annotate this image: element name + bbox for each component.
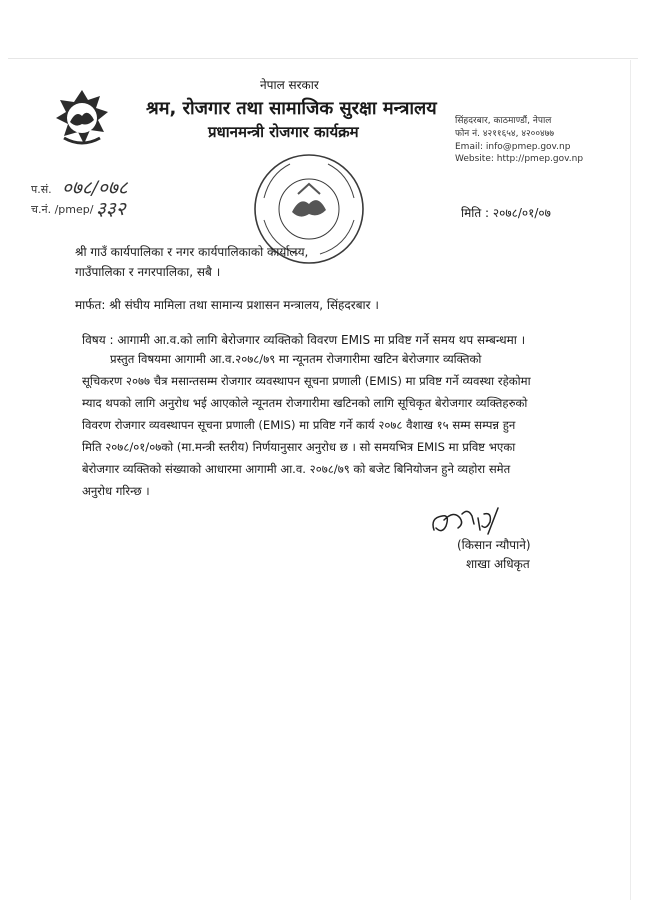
scan-edge [8,58,638,59]
email-address: Email: info@pmep.gov.np [455,142,571,152]
ministry-name: श्रम, रोजगार तथा सामाजिक सुरक्षा मन्त्रालय [146,98,437,119]
body-line: बेरोजगार व्यक्तिको संख्याको आधारमा आगामी आ.व. २०७८/७९ को बजेट बिनियोजन हुने व्यहोरा समेत [82,462,511,476]
nepal-emblem-icon [50,86,114,150]
addressee-line: श्री गाउँ कार्यपालिका र नगर कार्यपालिकाको कार्यालय, [75,245,309,259]
signatory-title: शाखा अधिकृत [466,557,530,571]
body-line: अनुरोध गरिन्छ । [82,484,150,498]
government-name: नेपाल सरकार [260,78,319,92]
office-address: सिंहदरबार, काठमाण्डौं, नेपाल [455,116,552,126]
body-line: विवरण रोजगार व्यवस्थापन सूचना प्रणाली (EMIS) मा प्रविष्ट गर्ने कार्य २०७८ वैशाख १५ सम्म सम्पन्न हुन [82,418,516,432]
body-line: सूचिकरण २०७७ चैत्र मसान्तसम्म रोजगार व्यवस्थापन सूचना प्रणाली (EMIS) मा प्रविष्ट गर्ने व्यवस्था रहेकोमा [82,374,531,388]
ps-number: ०७८/०७८ [62,177,128,199]
body-line: मिति २०७८/०१/०७को (मा.मन्त्री स्तरीय) निर्णयानुसार अनुरोध छ । सो समयभित्र EMIS मा प्रविष्ट भएका [82,440,516,454]
cn-number: ३३२ [96,198,126,220]
letter-date: मिति : २०७८/०१/०७ [461,206,551,220]
website-url: Website: http://pmep.gov.np [455,154,584,164]
subject-line: विषय : आगामी आ.व.को लागि बेरोजगार व्यक्तिको विवरण EMIS मा प्रविष्ट गर्ने समय थप सम्बन्धमा । [82,333,526,347]
phone-number: फोन नं. ४२११६५४, ४२००४७७ [455,129,555,139]
cn-label: च.नं. /pmep/ [31,203,94,216]
addressee-line: गाउँपालिका र नगरपालिका, सबै । [75,265,221,279]
body-line: म्याद थपको लागि अनुरोध भई आएकोले न्यूनतम रोजगारीमा खटिनको लागि सूचिकृत बेरोजगार व्यक्तिहरुको [82,396,528,410]
ps-label: प.सं. [31,183,52,196]
scan-edge [630,60,631,900]
program-name: प्रधानमन्त्री रोजगार कार्यक्रम [208,123,359,141]
signatory-name: (किसान न्यौपाने) [457,538,531,552]
body-line: प्रस्तुत विषयमा आगामी आ.व.२०७८/७९ मा न्यूनतम रोजगारीमा खटिन बेरोजगार व्यक्तिको [110,352,482,366]
via-line: मार्फत: श्री संघीय मामिला तथा सामान्य प्रशासन मन्त्रालय, सिंहदरबार । [75,298,379,312]
